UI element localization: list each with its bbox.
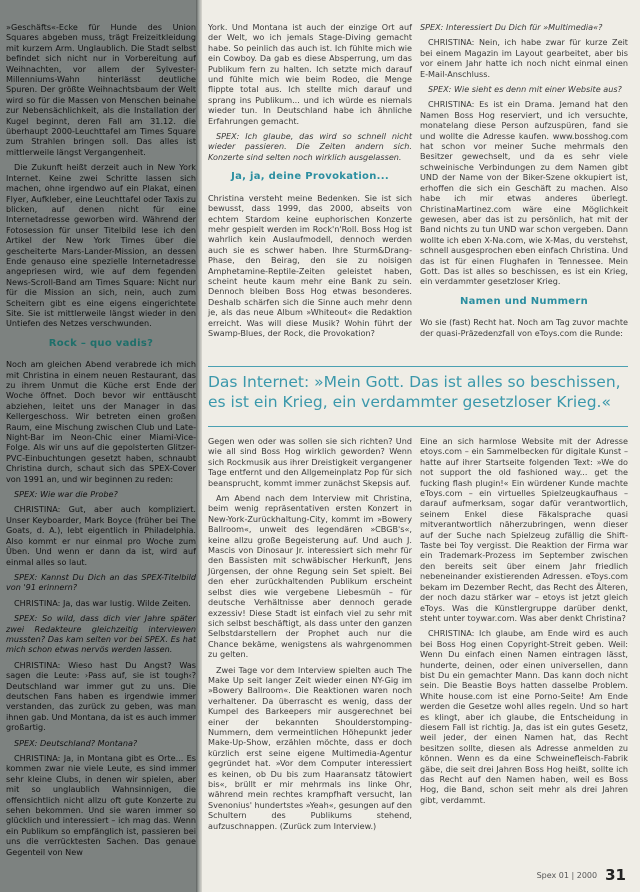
middle-column — [208, 22, 412, 343]
paragraph: »Geschäfts«-Ecke für Hunde des Union Squares abgeben muss, trägt Freizeitkleidung mit kurzem Arm. Unglaublich. Die Stadt selbst befindet sich nicht nur in Vorbereitung auf Weihnachten, vor allem der Sylvester-Millenniums-Wahn hinterlässt deutliche Spuren. Der größte Weihnachtsbaum der Welt wird so für die Massen von Menschen beinahe zur Nebensächlichkeit, als die Installation der Kugel beginnt, deren Fall am 31.12. die überhaupt 2000-Leuchttafel am Times Square zum Strahlen bringen soll. Das alles ist mittlerweile längst Vergangenheit. — [6, 22, 196, 157]
paragraph: Gegen wen oder was sollen sie sich richten? Und wie all sind Boss Hog wirklich geworden? Wenn sich Rockmusik aus ihrer Dreistigkeit vergangener Tage entfernt und den Allgemeinplatz Pop für sich beansprucht, kommt immer zunächst Skepsis auf. — [208, 436, 412, 488]
interview-answer: CHRISTINA: Wieso hast Du Angst? Was sagen die Leute: ›Pass auf, sie ist tough‹? Deutschland war immer gut zu uns. Die deutschen Fans haben es irgendwie immer verstanden, das zurück zu geben, was man ihnen gab. Und Montana, da ist es auch immer großartig. — [6, 659, 196, 733]
issue-label: Spex 01 | 2000 — [536, 870, 598, 880]
page-number: 31 — [605, 866, 626, 884]
page-footer — [537, 866, 626, 884]
middle-column-lower — [208, 436, 412, 836]
interview-answer: CHRISTINA: Ja, das war lustig. Wilde Zeiten. — [14, 597, 191, 608]
pullquote: Das Internet: »Mein Gott. Das ist alles so beschissen, es ist ein Krieg, ein verdammter gesetzloser Krieg.« — [208, 373, 621, 411]
interview-question: SPEX: Wie war die Probe? — [14, 489, 118, 500]
section-heading: Rock – quo vadis? — [48, 337, 154, 349]
interview-answer: CHRISTINA: Es ist ein Drama. Jemand hat den Namen Boss Hog reserviert, und ich versuchte, monatelang diese Person aufzuspüren, fand sie und wollte die Adresse kaufen. www.bosshog.com hat schon vor meiner Suche mehrmals den Besitzer gewechselt, und da es sehr viele schweinische Verbindungen zu dem Namen gibt UND der Name von der Biker-Szene okkupiert ist, erhoffen die sich ein Geschäft zu machen. Also habe ich mir etwas anderes überlegt. ChristinaMartinez.com wäre eine Möglichkeit gewesen, aber das ist zu persönlich, hat mit der Band nichts zu tun UND war schon vergeben. Dann wollte ich eben X-Na.com, wie X-Mas, du verstehst, schnell ausgesprochen eben einfach Christina. Und das ist für einen Flughafen in Tennessee. Mein Gott. Das ist alles so beschissen, es ist ein Krieg, ein verdammter gesetzloser Krieg. — [420, 99, 628, 287]
interview-question: SPEX: Wie sieht es denn mit einer Website aus? — [428, 84, 622, 95]
paragraph: Die Zukunft heißt derzeit auch in New York Internet. Keine zwei Schritte lassen sich machen, ohne irgendwo auf ein Plakat, einen Flyer, Aufkleber, eine Leuchttafel oder Taxis zu blicken, auf denen nicht für eine Internetadresse geworben wird. Während der Fotosession für unser Titelbild lese ich den Artikel der New York Times über die gescheiterte Mars-Lander-Mission, an dessen Ende genauso eine spezielle Internetadresse angepriesen wird, wie auf dem fegenden News-Scroll-Band am Times Square: Nicht nur für die Mission an sich, nein, auch zum Scheitern gibt es eine eigens eingerichtete Site. Sie ist mittlerweile längst wieder in den Untiefen des Netzes verschwunden. — [6, 162, 196, 329]
interview-answer: CHRISTINA: Ja, in Montana gibt es Orte... Es kommen zwar nie viele Leute, es sind immer sehr kleine Clubs, in denen wir spielen, aber mit so unglaublich Wahnsinnigen, die offensichtlich nicht allzu oft gute Konzerte zu sehen bekommen. Und sie waren immer so glücklich und interessiert – ich mag das. Wenn ein Publikum so empfänglich ist, passieren bei uns die verrücktesten Sachen. Das genaue Gegenteil von New — [6, 753, 196, 857]
interview-question: SPEX: Kannst Du Dich an das SPEX-Titelbild von '91 erinnern? — [6, 571, 196, 593]
interview-question: SPEX: Deutschland? Montana? — [14, 737, 138, 748]
interview-answer: CHRISTINA: Ich glaube, am Ende wird es auch bei Boss Hog einen Copyright-Streit geben. Weil: Wenn Du einfach einen Namen eintragen lässt, hunderte, deinen, oder einen universellen, dann bist Du ein gemachter Mann. Das kann doch nicht sein. Die Beastie Boys hatten dasselbe Problem. White house.com ist eine Porno-Seite! Am Ende werden die Gesetze wohl alles regeln. Und so hart es klingt, aber ich glaube, die Entscheidung in diesem Fall ist richtig. Ja, das ist ein gutes Gesetz, weil jeder, der einen Namen hat, das Recht besitzen sollte, diesen als Adresse anmelden zu können. Wenn es da eine Schweinefleisch-Fabrik gäbe, die seit drei Jahren Boss Hog heißt, sollte ich das Recht auf den Namen haben, weil es Boss Hog, die Band, schon seit mehr als drei Jahren gibt, verdammt. — [420, 628, 628, 805]
paragraph: York. Und Montana ist auch der einzige Ort auf der Welt, wo ich jemals Stage-Diving gemacht habe. So peinlich das auch ist. Ich fühlte mich wie ein Cowboy. Da gab es diese Absperrung, um das Publikum fern zu halten. Ich setzte mich darauf und fühlte mich wie beim Rodeo, die Menge flippte total aus. Ich stellte mich darauf und sprang ins Publikum... und ich würde es niemals wieder tun. In Deutschland habe ich ähnliche Erfahrungen gemacht. — [208, 22, 412, 126]
page-fold-shadow — [196, 0, 202, 892]
interview-answer: CHRISTINA: Gut, aber auch kompliziert. Unser Keyboarder, Mark Boyce (früher bei The Goats, d. A.), lebt eigentlich in Philadelphia. Also kommt er nur einmal pro Woche zum Üben. Und wenn er dann da ist, wird auf einmal alles so laut. — [6, 504, 196, 567]
interview-question: SPEX: So wild, dass dich vier Jahre später zwei Redakteure gleichzeitig interviewen mussten? Das kam selten vor bei SPEX. Es hat mich schon etwas nervös werden lassen. — [6, 613, 196, 655]
right-column-lower — [420, 436, 628, 810]
paragraph: Zwei Tage vor dem Interview spielten auch The Make Up seit langer Zeit wieder einen NY-Gig im »Bowery Ballroom«. Die Reaktionen waren noch verhaltener. Da überrascht es wenig, dass der Kumpel des Barkeepers mir ausgerechnet bei einer der bekannten Shoulderstomping-Nummern, dem vermeintlichen Höhepunkt jeder Make-Up-Show, erzählen möchte, dass er doch kürzlich erst seine eigene Multimedia-Agentur gegründet hat. »Vor dem Computer interessiert es keinen, ob Du bis zum Haaransatz tätowiert bis«, brüllt er mir mehrmals ins linke Ohr, während mein rechtes krampfhaft versucht, Ian Svenonius' hundertstes »Yeah«, gesungen auf den Schultern des Publikums stehend, aufzuschnappen. (Zurück zum Interview.) — [208, 664, 412, 831]
paragraph: Noch am gleichen Abend verabrede ich mich mit Christina in einem neuen Restaurant, das zu ihrem Unmut die Küche erst Ende der Woche öffnet. Doch bevor wir enttäuscht abziehen, leitet uns der Manager in das Kellergeschoss. Wir betreten einen großen Raum, eine Mischung zwischen Club und Late-Night-Bar im Neon-Chic einer Miami-Vice-Folge. Als wir uns auf die gepolsterten Glitzer-PVC-Einbuchtungen gesetzt haben, schnaubt Christina durch, schaut sich das SPEX-Cover von 1991 an, und wir beginnen zu reden: — [6, 359, 196, 484]
left-column — [6, 22, 196, 862]
paragraph: Eine an sich harmlose Website mit der Adresse etoys.com – ein Sammelbecken für digitale Kunst – hatte auf ihrer Startseite folgenden Text: »We do not support the old fashioned way... get the fucking flash plugin!« Ein würdener Kunde machte eToys.com – ein virtuelles Spielzeugkaufhaus – darauf aufmerksam, sogar dafür verantwortlich, seinem Enkel diese Fäkalsprache quasi mitverantwortlich näherzubringen, wenn dieser auf der Suche nach Spielzeug zufällig die Shift-Taste bei Toy vergisst. Die Reaktion der Firma war ein Trademark-Prozess im September zwischen den bereits seit über einem Jahr friedlich nebeneinander existierenden Adressen. eToys.com bekam im Dezember Recht, das Recht des Älteren, der noch dazu stärker war – etoys ist jetzt gleich eToys. Was die Künstlergruppe darüber denkt, steht unter toywar.com. Was aber denkt Christina? — [420, 436, 628, 623]
right-column — [420, 22, 628, 343]
section-heading: Namen und Nummern — [459, 295, 589, 307]
interview-question: SPEX: Interessiert Du Dich für »Multimedia«? — [420, 22, 603, 32]
paragraph: Am Abend nach dem Interview mit Christina, beim wenig repräsentativen ersten Konzert in New-York-Zurückhaltung-City, kommt im »Bowery Ballroom«, unweit des legendären »CBGB's«, keine allzu große Begeisterung auf. Und auch J. Mascis von Dinosaur Jr. interessiert sich mehr für den Bassisten mit schwäbischer Herkunft, Jens Jürgensen, der ohne Regung sein Set spielt. Bei den eher zurückhaltenden Publikum erscheint selbst dies wie vergebene Liebesmüh – für deutsche Verhältnisse aber dennoch gerade exzessiv! Diese Stadt ist einfach viel zu sehr mit sich selbst beschäftigt, als dass unter den ganzen Selbstdarstellern der Prophet auch nur die Chance bekäme, wenigstens als wahrgenommen zu gelten. — [208, 493, 412, 660]
interview-question: SPEX: Ich glaube, das wird so schnell nicht wieder passieren. Die Zeiten andern sich. Konzerte sind selten noch wirklich ausgelassen. — [208, 131, 412, 162]
pullquote-rule-bottom — [208, 426, 628, 427]
paragraph: Christina versteht meine Bedenken. Sie ist sich bewusst, dass 1999, das 2000, abseits von echtem Stardom keine euphorischen Konzerte mehr gespielt werden im Rock'n'Roll. Boss Hog ist wahrlich kein Auslaufmodell, dennoch werden auch sie es schwer haben. Ihre Sturm&Drang-Phase, den Beirag, den sie zu noisigen Amphetamine-Reptile-Zeiten geleistet haben, scheint heute kaum mehr eine Bank zu sein. Dennoch bleiben Boss Hog etwas besonderes. Deshalb schärfen sich die Sinne auch mehr denn je, als das neue Album »Whiteout« die Redaktion erreicht. Was will diese Musik? Wohin führt der Swamp-Blues, der Rock, die Provokation? — [208, 192, 412, 338]
pullquote-rule-top — [208, 366, 628, 367]
paragraph: Wo sie (fast) Recht hat. Noch am Tag zuvor machte der quasi-Präzedenzfall von eToys.com die Runde: — [420, 317, 628, 338]
interview-answer: CHRISTINA: Nein, ich habe zwar für kurze Zeit bei einem Magazin im Layout gearbeitet, aber bis vor einem Jahr hatte ich noch nicht einmal einen E-Mail-Anschluss. — [420, 37, 628, 79]
section-heading: Ja, ja, deine Provokation... — [231, 171, 389, 183]
